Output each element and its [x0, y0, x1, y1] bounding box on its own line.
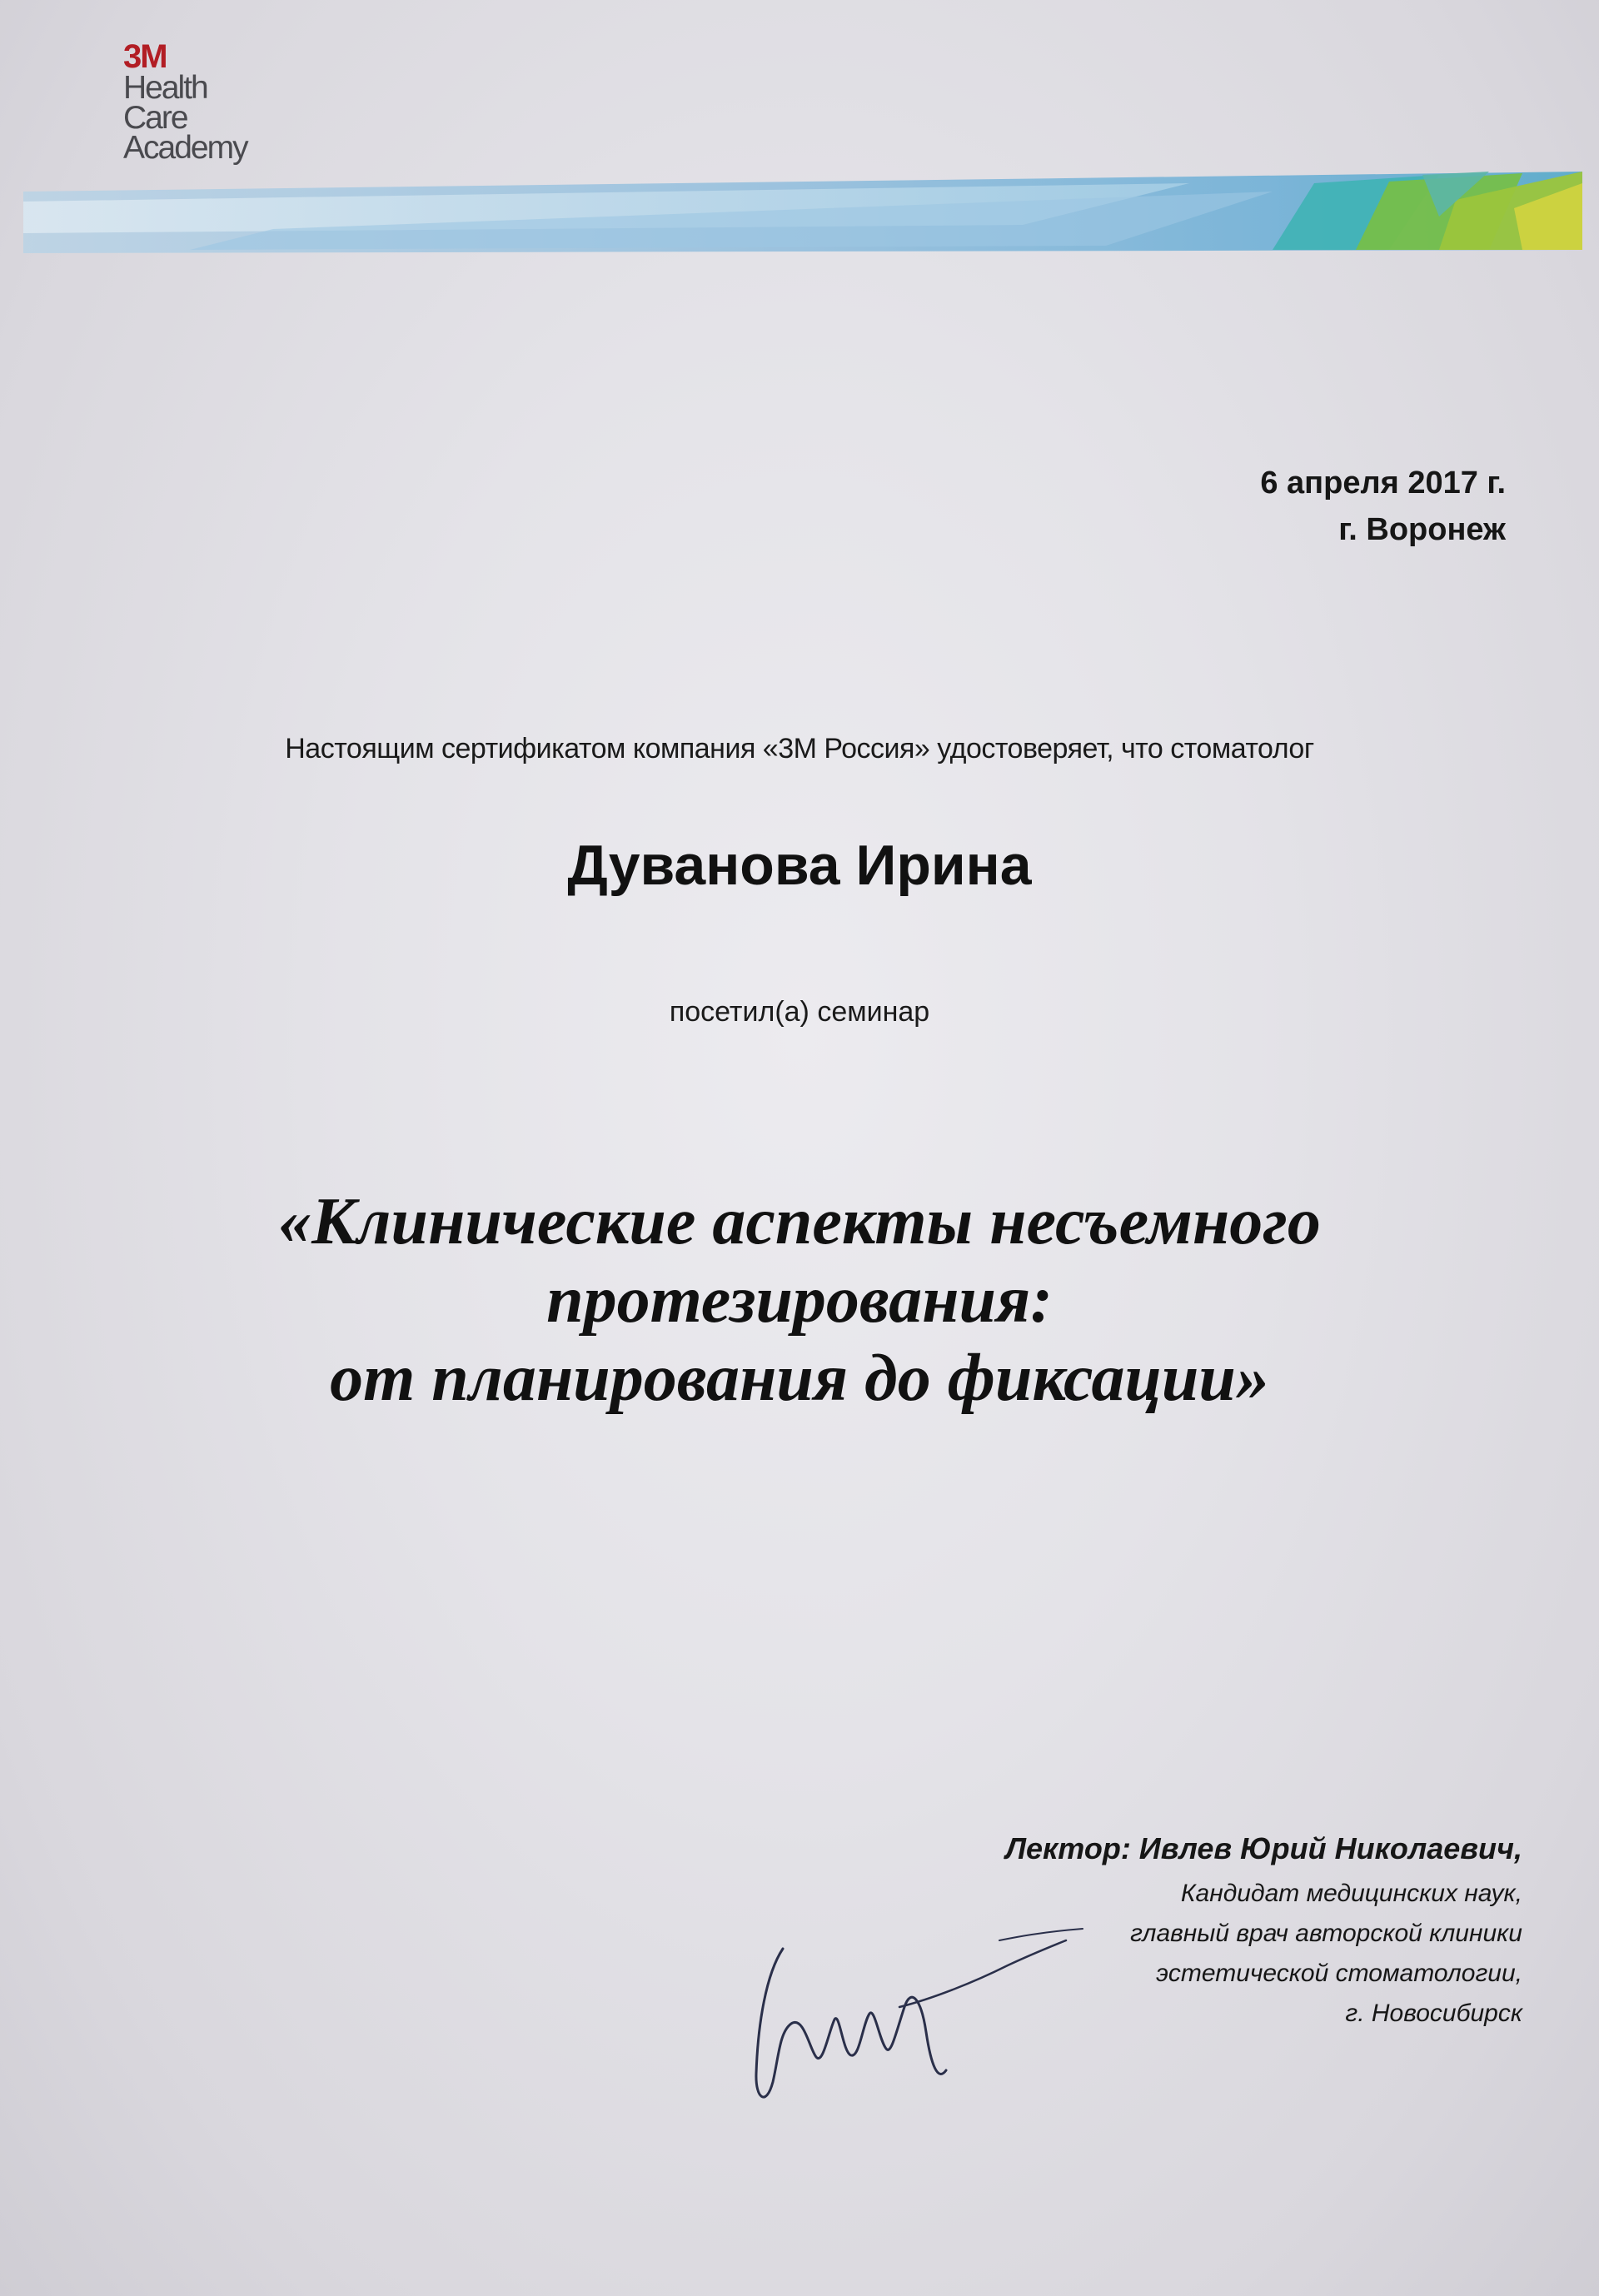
- certificate-date: 6 апреля 2017 г.: [1260, 466, 1506, 501]
- logo-line-health: Health: [123, 70, 207, 106]
- certificate-city: г. Воронеж: [1338, 512, 1506, 547]
- attended-text: посетил(а) семинар: [669, 996, 930, 1028]
- lecturer-clinic: эстетической стоматологии,: [1156, 1960, 1522, 1987]
- lecturer-name: Лектор: Ивлев Юрий Николаевич,: [1005, 1831, 1522, 1865]
- logo-line-academy: Academy: [123, 130, 247, 166]
- header-banner: [23, 167, 1582, 258]
- seminar-title-line-3: от планирования до фиксации»: [330, 1342, 1269, 1415]
- lecturer-position: главный врач авторской клиники: [1130, 1920, 1522, 1947]
- date-block: [1260, 460, 1506, 553]
- logo-mark: 3M: [123, 38, 167, 75]
- seminar-title-line-1: «Клинические аспекты несъемного: [278, 1185, 1321, 1258]
- lecturer-degree: Кандидат медицинских наук,: [1180, 1880, 1522, 1907]
- handwritten-signature: [733, 1907, 1116, 2124]
- 3m-health-care-academy-logo: [123, 38, 247, 166]
- logo-line-care: Care: [123, 100, 187, 136]
- intro-text: Настоящим сертификатом компания «3М Россия» удостоверяет, что стоматолог: [285, 733, 1314, 765]
- seminar-title-line-2: протезирования:: [546, 1263, 1053, 1337]
- recipient-name: Дуванова Ирина: [567, 834, 1032, 897]
- seminar-title: [0, 1183, 1599, 1417]
- lecturer-city: г. Новосибирск: [1345, 2000, 1522, 2027]
